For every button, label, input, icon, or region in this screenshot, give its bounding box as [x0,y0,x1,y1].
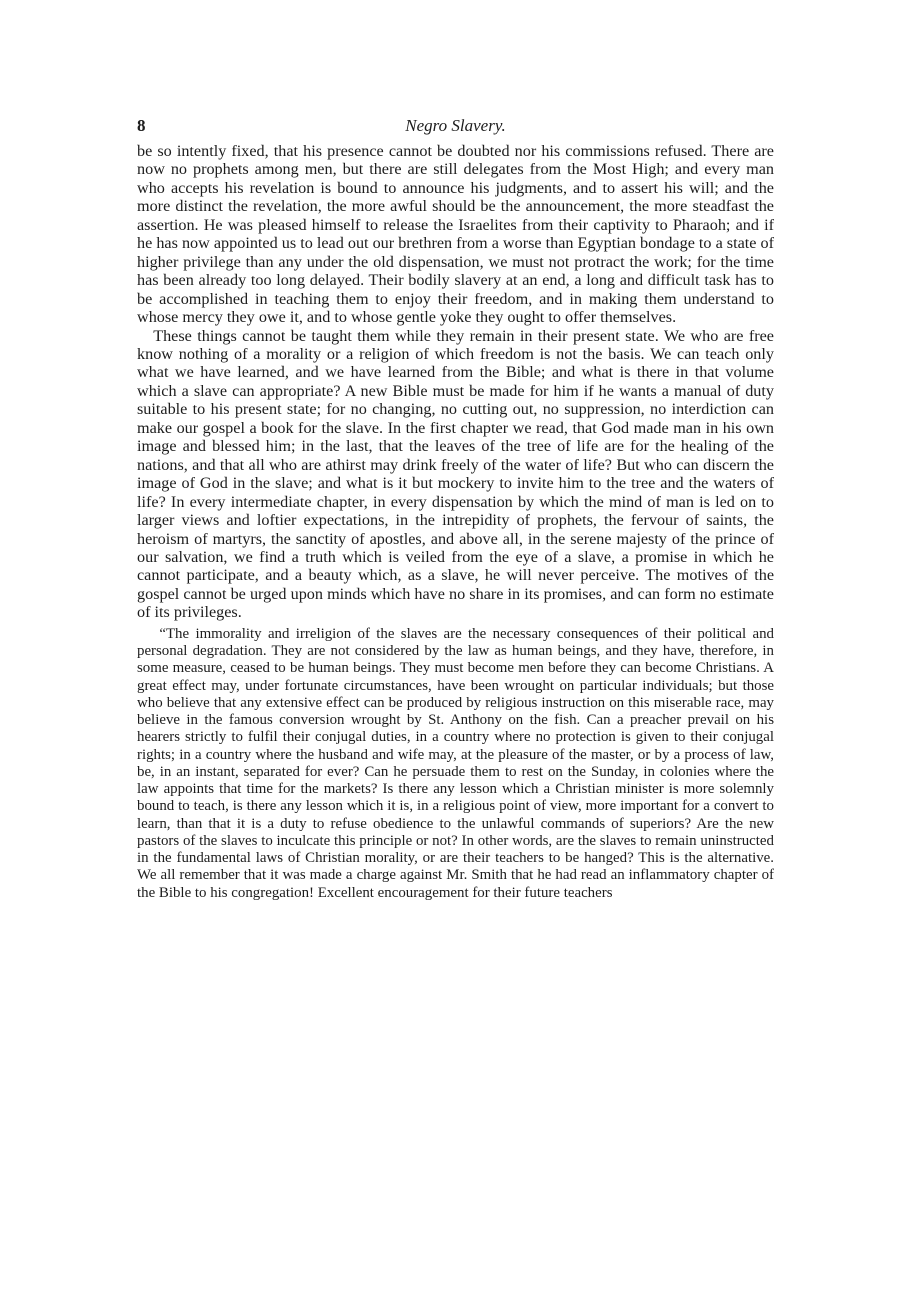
book-page [137,116,774,902]
block-quote [137,626,774,902]
paragraph: These things cannot be taught them while they remain in their present state. We who are free know nothing of a morality or a religion of which freedom is not the basis. We can teach only what we have learned, and we have learned from the Bible; and what is there in that volume which a slave can appropriate? A new Bible must be made for him if he wants a manual of duty suitable to his present state; for no changing, no cutting out, no suppression, no interdiction can make our gospel a book for the slave. In the first chapter we read, that God made man in his own image and blessed him; in the last, that the leaves of the tree of life are for the healing of the nations, and that all who are athirst may drink freely of the water of life? But who can discern the image of God in the slave; and what is it but mockery to invite him to the tree and the waters of life? In every intermediate chapter, in every dispensation by which the mind of man is led on to larger views and loftier expectations, in the intrepidity of prophets, the fervour of saints, the heroism of martyrs, the sanctity of apostles, and above all, in the serene majesty of the prince of our salvation, we find a truth which is veiled from the eye of a slave, a promise in which he cannot participate, and a beauty which, as a slave, he will never perceive. The motives of the gospel cannot be urged upon minds which have no share in its promises, and can form no estimate of its privileges. [137,326,774,622]
paragraph-continuation: be so intently fixed, that his presence cannot be doubted nor his commissions refused. There are now no prophets among men, but there are still delegates from the Most High; and every man who accepts his revelation is bound to announce his judgments, and to assert his will; and the more distinct the revelation, the more awful should be the announcement, the more steadfast the assertion. He was pleased himself to release the Israelites from their captivity to Pharaoh; and if he has now appointed us to lead out our brethren from a worse than Egyptian bondage to a state of higher privilege than any under the old dispensation, we must not protract the work; for the time has been already too long delayed. Their bodily slavery at an end, a long and difficult task has to be accomplished in teaching them to enjoy their freedom, and in making them understand to whose mercy they owe it, and to whose gentle yoke they ought to offer themselves. [137,142,774,327]
page-number: 8 [137,116,146,135]
body-text [137,142,774,622]
page-header [137,116,774,142]
running-title: Negro Slavery. [405,116,506,135]
quote-paragraph: “The immorality and irreligion of the slaves are the necessary consequences of their political and personal degradation. They are not considered by the law as human beings, and they have, therefore, in some measure, ceased to be human beings. They must become men before they can become Christians. A great effect may, under fortunate circumstances, have been wrought on particular individuals; but those who believe that any extensive effect can be produced by religious instruction on this miserable race, may believe in the famous conversion wrought by St. Anthony on the fish. Can a preacher prevail on his hearers strictly to fulfil their conjugal duties, in a country where no protection is given to their conjugal rights; in a country where the husband and wife may, at the pleasure of the master, or by a process of law, be, in an instant, separated for ever? Can he persuade them to rest on the Sunday, in colonies where the law appoints that time for the markets? Is there any lesson which a Christian minister is more solemnly bound to teach, is there any lesson which it is, in a religious point of view, more important for a convert to learn, than that it is a duty to refuse obedience to the unlawful commands of superiors? Are the new pastors of the slaves to inculcate this principle or not? In other words, are the slaves to remain uninstructed in the fundamental laws of Christian morality, or are their teachers to be hanged? This is the alternative. We all remember that it was made a charge against Mr. Smith that he had read an inflammatory chapter of the Bible to his congregation! Excellent encouragement for their future teachers [137,625,774,901]
